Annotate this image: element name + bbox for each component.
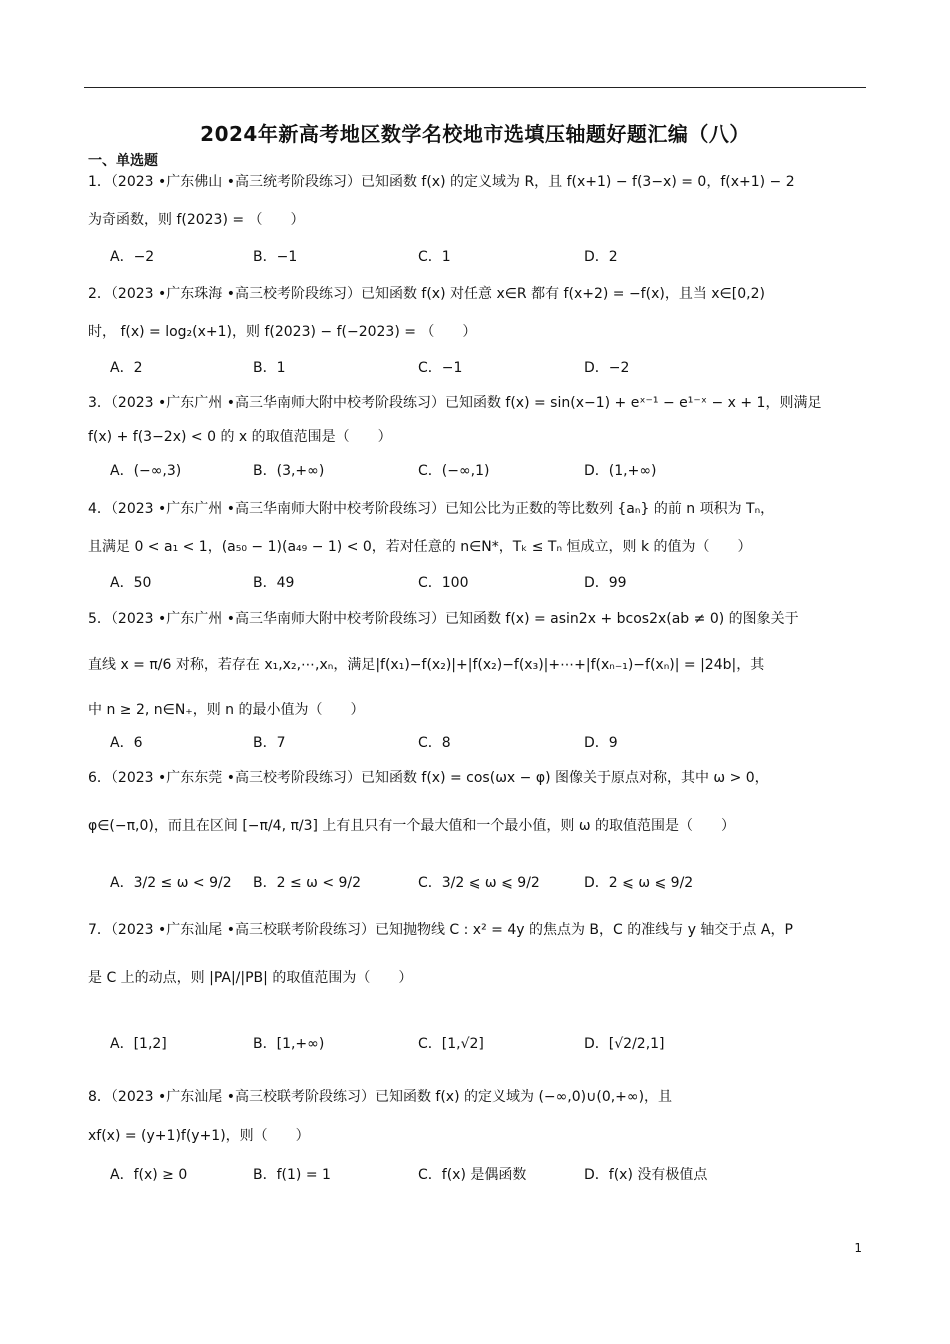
q6-option-b[interactable]: B．2 ≤ ω < 9/2 — [253, 875, 362, 891]
q7-option-c[interactable]: C．[1,√2] — [418, 1036, 484, 1052]
q8-option-c[interactable]: C．f(x) 是偶函数 — [418, 1167, 527, 1183]
q7-option-b[interactable]: B．[1,+∞) — [253, 1036, 325, 1052]
q1-line-2: 为奇函数，则 f(2023) = （ ） — [88, 212, 305, 228]
q1-option-d[interactable]: D．2 — [584, 249, 618, 265]
q8-line-2: xf(x) = (y+1)f(y+1)，则（ ） — [88, 1128, 310, 1144]
q2-option-d[interactable]: D．−2 — [584, 360, 630, 376]
q3-option-d[interactable]: D．(1,+∞) — [584, 463, 657, 479]
q1-option-c[interactable]: C．1 — [418, 249, 451, 265]
q8-option-b[interactable]: B．f(1) = 1 — [253, 1167, 331, 1183]
q3-line-1: 3．（2023 •广东广州 •高三华南师大附中校考阶段练习）已知函数 f(x) = sin(x−1) + eˣ⁻¹ − e¹⁻ˣ − x + 1，则满足 — [88, 395, 822, 411]
q6-option-d[interactable]: D．2 ⩽ ω ⩽ 9/2 — [584, 875, 694, 891]
q6-line-1: 6．（2023 •广东东莞 •高三校考阶段练习）已知函数 f(x) = cos(ωx − φ) 图像关于原点对称，其中 ω > 0， — [88, 770, 769, 786]
q6-option-a[interactable]: A．3/2 ≤ ω < 9/2 — [110, 875, 232, 891]
q4-line-1: 4．（2023 •广东广州 •高三华南师大附中校考阶段练习）已知公比为正数的等比数列 {aₙ} 的前 n 项积为 Tₙ， — [88, 501, 775, 517]
q8-option-d[interactable]: D．f(x) 没有极值点 — [584, 1167, 708, 1183]
q4-option-c[interactable]: C．100 — [418, 575, 469, 591]
q5-option-c[interactable]: C．8 — [418, 735, 451, 751]
header-rule — [84, 87, 866, 88]
q4-line-2: 且满足 0 < a₁ < 1，(a₅₀ − 1)(a₄₉ − 1) < 0，若对任意的 n∈N*，Tₖ ≤ Tₙ 恒成立，则 k 的值为（ ） — [88, 539, 752, 555]
q4-option-b[interactable]: B．49 — [253, 575, 295, 591]
q8-line-1: 8．（2023 •广东汕尾 •高三校联考阶段练习）已知函数 f(x) 的定义域为 (−∞,0)∪(0,+∞)，且 — [88, 1089, 673, 1105]
q4-option-a[interactable]: A．50 — [110, 575, 152, 591]
q7-option-d[interactable]: D．[√2/2,1] — [584, 1036, 665, 1052]
q3-option-c[interactable]: C．(−∞,1) — [418, 463, 490, 479]
q2-line-2: 时， f(x) = log₂(x+1)，则 f(2023) − f(−2023) = （ ） — [88, 324, 477, 340]
q1-option-a[interactable]: A．−2 — [110, 249, 155, 265]
q5-option-b[interactable]: B．7 — [253, 735, 286, 751]
q2-option-c[interactable]: C．−1 — [418, 360, 463, 376]
q6-option-c[interactable]: C．3/2 ⩽ ω ⩽ 9/2 — [418, 875, 540, 891]
q6-line-2: φ∈(−π,0)，而且在区间 [−π/4, π/3] 上有且只有一个最大值和一个最小值，则 ω 的取值范围是（ ） — [88, 818, 736, 834]
q1-option-b[interactable]: B．−1 — [253, 249, 298, 265]
q7-option-a[interactable]: A．[1,2] — [110, 1036, 167, 1052]
q5-line-1: 5．（2023 •广东广州 •高三华南师大附中校考阶段练习）已知函数 f(x) = asin2x + bcos2x(ab ≠ 0) 的图象关于 — [88, 611, 799, 627]
q3-line-2: f(x) + f(3−2x) < 0 的 x 的取值范围是（ ） — [88, 429, 392, 445]
q5-line-3: 中 n ≥ 2, n∈N₊，则 n 的最小值为（ ） — [88, 702, 365, 718]
q5-option-d[interactable]: D．9 — [584, 735, 618, 751]
q7-line-1: 7．（2023 •广东汕尾 •高三校联考阶段练习）已知抛物线 C : x² = 4y 的焦点为 B，C 的准线与 y 轴交于点 A，P — [88, 922, 793, 938]
q2-option-b[interactable]: B．1 — [253, 360, 286, 376]
section-heading: 一、单选题 — [88, 153, 158, 169]
q4-option-d[interactable]: D．99 — [584, 575, 627, 591]
q8-option-a[interactable]: A．f(x) ≥ 0 — [110, 1167, 188, 1183]
q1-line-1: 1．（2023 •广东佛山 •高三统考阶段练习）已知函数 f(x) 的定义域为 R，且 f(x+1) − f(3−x) = 0，f(x+1) − 2 — [88, 174, 795, 190]
q2-option-a[interactable]: A．2 — [110, 360, 143, 376]
q7-line-2: 是 C 上的动点，则 |PA|/|PB| 的取值范围为（ ） — [88, 970, 413, 986]
page-title: 2024年新高考地区数学名校地市选填压轴题好题汇编（八） — [200, 122, 750, 146]
q2-line-1: 2．（2023 •广东珠海 •高三校考阶段练习）已知函数 f(x) 对任意 x∈R 都有 f(x+2) = −f(x)，且当 x∈[0,2) — [88, 286, 765, 302]
q3-option-a[interactable]: A．(−∞,3) — [110, 463, 182, 479]
q5-line-2: 直线 x = π/6 对称，若存在 x₁,x₂,⋯,xₙ，满足|f(x₁)−f(x₂)|+|f(x₂)−f(x₃)|+⋯+|f(xₙ₋₁)−f(xₙ)| = |24b|，其 — [88, 657, 765, 673]
q5-option-a[interactable]: A．6 — [110, 735, 143, 751]
q3-option-b[interactable]: B．(3,+∞) — [253, 463, 325, 479]
page-number: 1 — [854, 1241, 862, 1255]
